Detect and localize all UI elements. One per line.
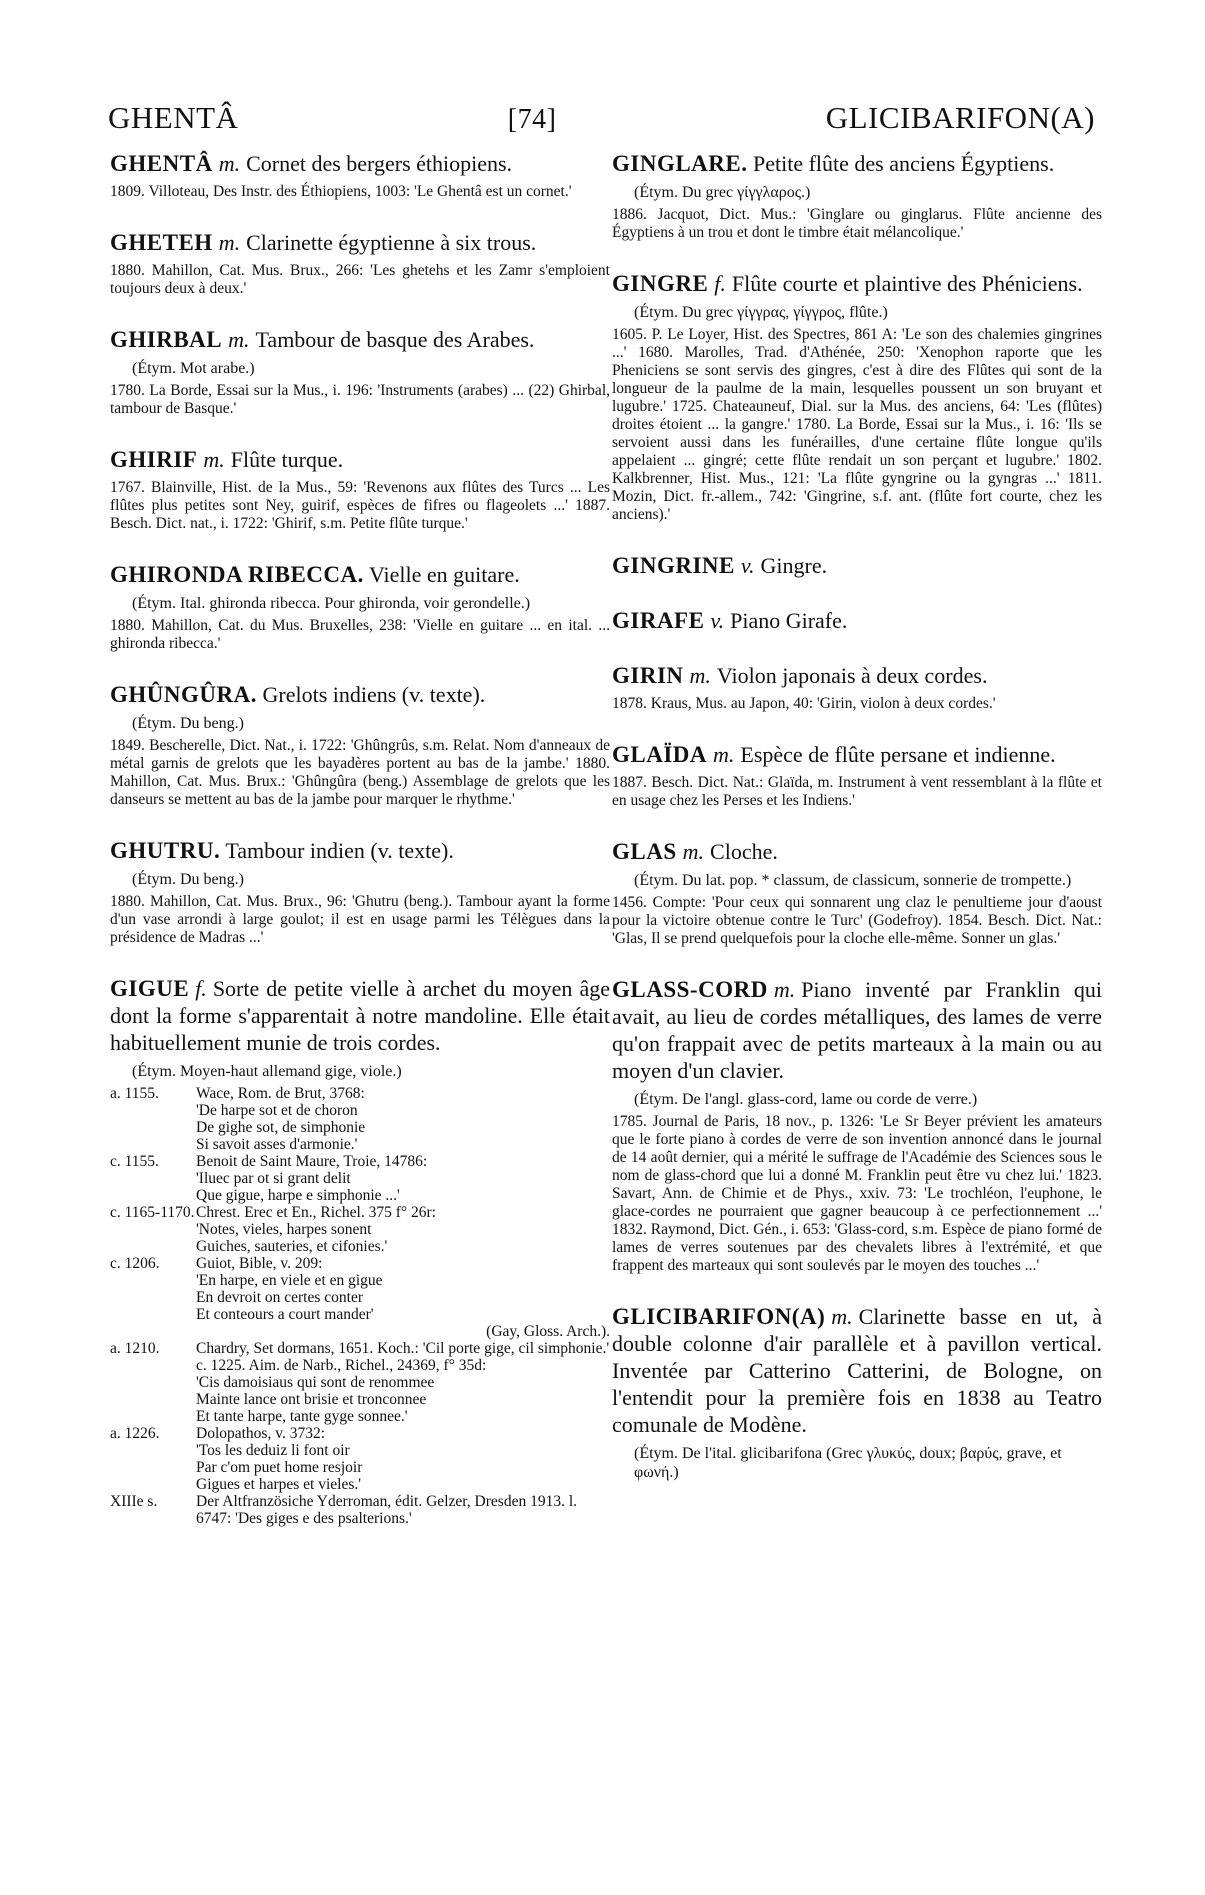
citation: 1605. P. Le Loyer, Hist. des Spectres, 861 A: 'Le son des chalemies gingrines ...' 1680. Marolles, Trad. d'Athénée, 250: 'Xenophon raporte que les Pheniciens se sont servis des gingres, c'est à dire des Flûtes qui sont de la longueur de la paulme de la main, lesquelles poussent un son bruyant et lugubre.' 1725. Chateauneuf, Dial. sur la Mus. des anciens, 64: 'Les (flûtes) droites étoient ... la gangre.' 1780. La Borde, Essai sur la Mus., i. 16: 'Ils se servoient aussi dans les funérailles, d'une certaine flûte longue qu'ils appelaient ... gingré; cette flûte rendait un son perçant et lugubre.' 1802. Kalkbrenner, Hist. Mus., 121: 'La flûte gyngrine ou la gyngras ...' 1811. Mozin, Dict. fr.-allem., 742: 'Gingrine, s.f. ant. (flûte fort courte, chez les anciens).' (612, 326, 1102, 523)
dictionary-entry (110, 326, 610, 418)
headword: GLASS-CORD (612, 977, 768, 1002)
verse-line (110, 1119, 610, 1136)
verse-line (110, 1170, 610, 1187)
verse-line (110, 1255, 610, 1272)
verse-line (110, 1102, 610, 1119)
verse-text: 'Tos les deduiz li font oir (196, 1442, 350, 1459)
verse-date: a. 1155. (110, 1085, 159, 1102)
entry-heading-line (612, 150, 1102, 177)
dictionary-entry (110, 229, 610, 298)
definition: Petite flûte des anciens Égyptiens. (753, 151, 1055, 176)
dictionary-entry (110, 150, 610, 201)
definition: Clarinette basse en ut, à double colonne d'air parallèle et à pavillon vertical. Inventée par Catterino Catterini, de Bologne, on l'entendit pour la première fois en 1838 au Teatro comunale de Modène. (612, 1304, 1102, 1437)
headword: GINGRE (612, 271, 709, 296)
grammar-label: m. (713, 742, 735, 767)
verse-date (110, 1442, 196, 1459)
gigue-citations (110, 1085, 610, 1527)
citation: 1849. Bescherelle, Dict. Nat., i. 1722: 'Ghûngrûs, s.m. Relat. Nom d'anneaux de métal garnis de grelots que les bayadères portent au bas de la jambe.' 1880. Mahillon, Cat. Mus. Brux.: 'Ghûngûra (beng.) Assemblage de grelots que les danseurs se mettent au bas de la jambe pour marquer le rhythme.' (110, 737, 610, 808)
headword: GLAS (612, 839, 677, 864)
dictionary-entry (612, 838, 1102, 948)
verse-date (110, 1306, 196, 1323)
running-head-left: GHENTÂ (108, 100, 239, 135)
verse-text: Benoit de Saint Maure, Troie, 14786: (196, 1153, 428, 1170)
verse-text: Chrest. Erec et En., Richel. 375 f° 26r: (196, 1204, 436, 1221)
verse-text: Mainte lance ont brisie et tronconnee (196, 1391, 427, 1408)
grammar-label: m. (203, 447, 225, 472)
entry-heading-line (612, 838, 1102, 865)
definition: Sorte de petite vielle à archet du moyen âge dont la forme s'apparentait à notre mandoline. Elle était habituellement munie de trois cordes. (110, 976, 610, 1055)
verse-text: En devroit on certes conter (196, 1289, 363, 1306)
definition: Tambour indien (v. texte). (225, 838, 454, 863)
grammar-label: f. (195, 976, 207, 1001)
verse-line (110, 1153, 610, 1170)
definition: Vielle en guitare. (368, 562, 520, 587)
verse-text: Que gigue, harpe e simphonie ...' (196, 1187, 400, 1204)
etymology: (Étym. Du beng.) (132, 715, 244, 732)
entry-heading-line (612, 270, 1102, 297)
verse-date (110, 1272, 196, 1289)
verse-text: 'Iluec par ot si grant delit (196, 1170, 351, 1187)
verse-date (110, 1289, 196, 1306)
verse-date (110, 1459, 196, 1476)
entry-heading-line (110, 446, 610, 473)
etymology: (Étym. De l'angl. glass-cord, lame ou corde de verre.) (634, 1091, 978, 1108)
verse-date (110, 1170, 196, 1187)
verse-line (110, 1442, 610, 1459)
headword: GLICIBARIFON(A) (612, 1304, 826, 1329)
entry-heading-line (612, 741, 1102, 768)
grammar-label: m. (773, 977, 796, 1002)
verse-date: c. 1155. (110, 1153, 159, 1170)
verse-line (110, 1340, 610, 1374)
grammar-label: m. (218, 151, 241, 176)
grammar-label: v. (710, 608, 725, 633)
verse-line (110, 1204, 610, 1221)
grammar-label: m. (228, 327, 250, 352)
verse-text: Par c'om puet home resjoir (196, 1459, 363, 1476)
verse-line (110, 1238, 610, 1255)
verse-line (110, 1323, 610, 1340)
verse-text: Et tante harpe, tante gyge sonnee.' (196, 1408, 408, 1425)
verse-date (110, 1119, 196, 1136)
citation: 1887. Besch. Dict. Nat.: Glaïda, m. Instrument à vent ressemblant à la flûte et en usage chez les Perses et les Indiens.' (612, 774, 1102, 809)
verse-text: Guiot, Bible, v. 209: (196, 1255, 323, 1272)
dictionary-entry (612, 1303, 1102, 1482)
definition: Piano Girafe. (730, 608, 848, 633)
etymology: (Étym. Ital. ghironda ribecca. Pour ghironda, voir gerondelle.) (132, 595, 531, 612)
headword: GIRIN (612, 663, 684, 688)
running-head (108, 100, 1095, 144)
definition: Flûte courte et plaintive des Phéniciens. (731, 271, 1083, 296)
dictionary-entry (612, 607, 1102, 634)
headword: GHENTÂ (110, 151, 213, 176)
verse-text: 'Cis damoisiaus qui sont de renommee (196, 1374, 435, 1391)
headword: GIRAFE (612, 608, 705, 633)
verse-date (110, 1221, 196, 1238)
headword: GHIRONDA RIBECCA. (110, 562, 364, 587)
verse-date (110, 1238, 196, 1255)
verse-date (110, 1476, 196, 1493)
citation: 1767. Blainville, Hist. de la Mus., 59: 'Revenons aux flûtes des Turcs ... Les flûtes plus petites sont Ney, guirif, espèces de fifres ou flageolets ...' 1887. Besch. Dict. nat., i. 1722: 'Ghirif, s.m. Petite flûte turque.' (110, 479, 610, 532)
entry-heading-line (612, 976, 1102, 1084)
verse-date: a. 1210. (110, 1340, 160, 1357)
verse-text: 'Notes, vieles, harpes sonent (196, 1221, 372, 1238)
etymology: (Étym. Moyen-haut allemand gige, viole.) (132, 1063, 402, 1080)
verse-text: Chardry, Set dormans, 1651. Koch.: 'Cil porte gige, cil simphonie.' c. 1225. Aim. de Narb., Richel., 24369, f° 35d: (196, 1340, 610, 1374)
verse-line (110, 1493, 610, 1527)
entry-heading-line (110, 681, 610, 708)
dictionary-entry (110, 837, 610, 947)
verse-text: Guiches, sauteries, et cifonies.' (196, 1238, 388, 1255)
verse-line (110, 1408, 610, 1425)
citation: 1780. La Borde, Essai sur la Mus., i. 196: 'Instruments (arabes) ... (22) Ghirbal, tambour de Basque.' (110, 382, 610, 417)
etymology: (Étym. Du lat. pop. * classum, de classicum, sonnerie de trompette.) (634, 872, 1072, 889)
left-column (110, 150, 610, 1555)
dictionary-entry (110, 561, 610, 653)
verse-line (110, 1391, 610, 1408)
verse-line (110, 1306, 610, 1323)
verse-text: Si savoit asses d'armonie.' (196, 1136, 358, 1153)
verse-line (110, 1187, 610, 1204)
dictionary-entry (612, 270, 1102, 524)
verse-line (110, 1136, 610, 1153)
verse-date (110, 1391, 196, 1408)
headword: GIGUE (110, 976, 190, 1001)
headword: GINGLARE. (612, 151, 748, 176)
entry-heading-line (612, 662, 1102, 689)
entry-heading-line (110, 326, 610, 353)
verse-date (110, 1136, 196, 1153)
verse-text: De gighe sot, de simphonie (196, 1119, 366, 1136)
verse-text: Wace, Rom. de Brut, 3768: (196, 1085, 365, 1102)
entry-heading-line (110, 837, 610, 864)
headword: GHIRIF (110, 447, 198, 472)
definition: Cloche. (710, 839, 778, 864)
verse-text: Dolopathos, v. 3732: (196, 1425, 326, 1442)
verse-date (110, 1102, 196, 1119)
verse-date (110, 1374, 196, 1391)
definition: Cornet des bergers éthiopiens. (246, 151, 513, 176)
dictionary-entry (612, 976, 1102, 1275)
entry-heading-line (110, 229, 610, 256)
headword: GHUTRU. (110, 838, 221, 863)
verse-line (110, 1221, 610, 1238)
entry-heading-line (110, 561, 610, 588)
grammar-label: m. (218, 230, 241, 255)
definition: Violon japonais à deux cordes. (716, 663, 988, 688)
page-number: [74] (507, 104, 557, 135)
verse-line (110, 1085, 610, 1102)
definition: Tambour de basque des Arabes. (255, 327, 535, 352)
citation: 1880. Mahillon, Cat. Mus. Brux., 96: 'Ghutru (beng.). Tambour ayant la forme d'un vase arrondi à large goulot; il est en usage parmi les Télègues dans la présidence de Madras ...' (110, 893, 610, 946)
citation: 1880. Mahillon, Cat. du Mus. Bruxelles, 238: 'Vielle en guitare ... en ital. ... ghironda ribecca.' (110, 617, 610, 652)
etymology: (Étym. Mot arabe.) (132, 360, 255, 377)
verse-date (110, 1408, 196, 1425)
definition: Flûte turque. (230, 447, 344, 472)
headword: GINGRINE (612, 553, 735, 578)
citation: 1878. Kraus, Mus. au Japon, 40: 'Girin, violon à deux cordes.' (612, 695, 996, 712)
grammar-label: m. (689, 663, 711, 688)
verse-text: 'De harpe sot et de choron (196, 1102, 358, 1119)
verse-line (110, 1425, 610, 1442)
dictionary-entry (612, 150, 1102, 242)
verse-line (110, 1374, 610, 1391)
citation: 1456. Compte: 'Pour ceux qui sonnarent ung claz le penultieme jour d'aoust pour la victoire obtenue contre le Turc' (Godefroy). 1854. Besch. Dict. Nat.: 'Glas, Il se prend quelquefois pour la cloche elle-même. Sonner un glas.' (612, 894, 1102, 947)
verse-date: XIIIe s. (110, 1493, 158, 1510)
verse-source: (Gay, Gloss. Arch.). (486, 1323, 610, 1340)
grammar-label: v. (740, 553, 755, 578)
verse-date: c. 1206. (110, 1255, 160, 1272)
etymology: (Étym. De l'ital. glicibarifona (Grec γλυκύς, doux; βαρύς, grave, et φωνή.) (634, 1445, 1062, 1481)
dictionary-entry (110, 446, 610, 533)
right-column (612, 150, 1102, 1510)
verse-line (110, 1272, 610, 1289)
verse-text: Der Altfranzösiche Yderroman, édit. Gelzer, Dresden 1913. l. 6747: 'Des giges e des psalterions.' (196, 1493, 577, 1527)
definition: Grelots indiens (v. texte). (262, 682, 486, 707)
definition: Clarinette égyptienne à six trous. (246, 230, 537, 255)
citation: 1880. Mahillon, Cat. Mus. Brux., 266: 'Les ghetehs et les Zamr s'emploient toujours deux à deux.' (110, 262, 610, 297)
grammar-label: m. (831, 1304, 853, 1329)
entry-heading-line (110, 150, 610, 177)
entry-heading-line (612, 607, 1102, 634)
etymology: (Étym. Du grec γίγγλαρος.) (634, 184, 811, 201)
verse-line (110, 1476, 610, 1493)
entry-heading-line (110, 975, 610, 1056)
etymology: (Étym. Du grec γίγγρας, γίγγρος, flûte.) (634, 304, 888, 321)
etymology: (Étym. Du beng.) (132, 871, 244, 888)
running-head-right: GLICIBARIFON(A) (825, 100, 1095, 135)
headword: GLAÏDA (612, 742, 708, 767)
citation: 1785. Journal de Paris, 18 nov., p. 1326: 'Le Sr Beyer prévient les amateurs que le forte piano à cordes de verre de son invention annoncé dans le journal de 14 août dernier, qui a mérité le suffrage de l'Académie des Sciences sous le nom de glass-chord que lui a donné M. Franklin peut être vu chez lui.' 1823. Savart, Ann. de Chimie et de Phys., xxiv. 73: 'Le trochléon, l'euphone, le glace-cordes ne pourraient que gagner beaucoup à ce perfectionnement ...' 1832. Raymond, Dict. Gén., i. 653: 'Glass-cord, s.m. Espèce de piano formé de lames de verres soutenues par des chevalets libres à l'extrémité, et que frappent des marteaux qui sont soulevés par le moyen des touches ...' (612, 1113, 1102, 1274)
dictionary-entry (612, 662, 1102, 713)
verse-date (110, 1187, 196, 1204)
definition: Piano inventé par Franklin qui avait, au lieu de cordes métalliques, des lames de verre qu'on frappait avec de petits marteaux à la main ou au moyen d'un clavier. (612, 977, 1102, 1083)
headword: GHETEH (110, 230, 213, 255)
dictionary-entry (110, 975, 610, 1527)
entry-heading-line (612, 1303, 1102, 1438)
dictionary-entry (612, 552, 1102, 579)
grammar-label: m. (682, 839, 705, 864)
definition: Gingre. (760, 553, 828, 578)
verse-text: Et conteours a court mander' (196, 1306, 374, 1323)
entry-heading-line (612, 552, 1102, 579)
citation: 1809. Villoteau, Des Instr. des Éthiopiens, 1003: 'Le Ghentâ est un cornet.' (110, 183, 572, 200)
verse-text: 'En harpe, en viele et en gigue (196, 1272, 383, 1289)
headword: GHIRBAL (110, 327, 223, 352)
headword: GHÛNGÛRA. (110, 682, 257, 707)
grammar-label: f. (714, 271, 726, 296)
verse-text: Gigues et harpes et vieles.' (196, 1476, 362, 1493)
citation: 1886. Jacquot, Dict. Mus.: 'Ginglare ou ginglarus. Flûte ancienne des Égyptiens à un trou et dont le timbre était mélancolique.' (612, 206, 1102, 241)
dictionary-entry (110, 681, 610, 809)
verse-line (110, 1459, 610, 1476)
verse-date: c. 1165-1170. (110, 1204, 195, 1221)
verse-date: a. 1226. (110, 1425, 160, 1442)
dictionary-entry (612, 741, 1102, 810)
definition: Espèce de flûte persane et indienne. (740, 742, 1056, 767)
verse-line (110, 1289, 610, 1306)
